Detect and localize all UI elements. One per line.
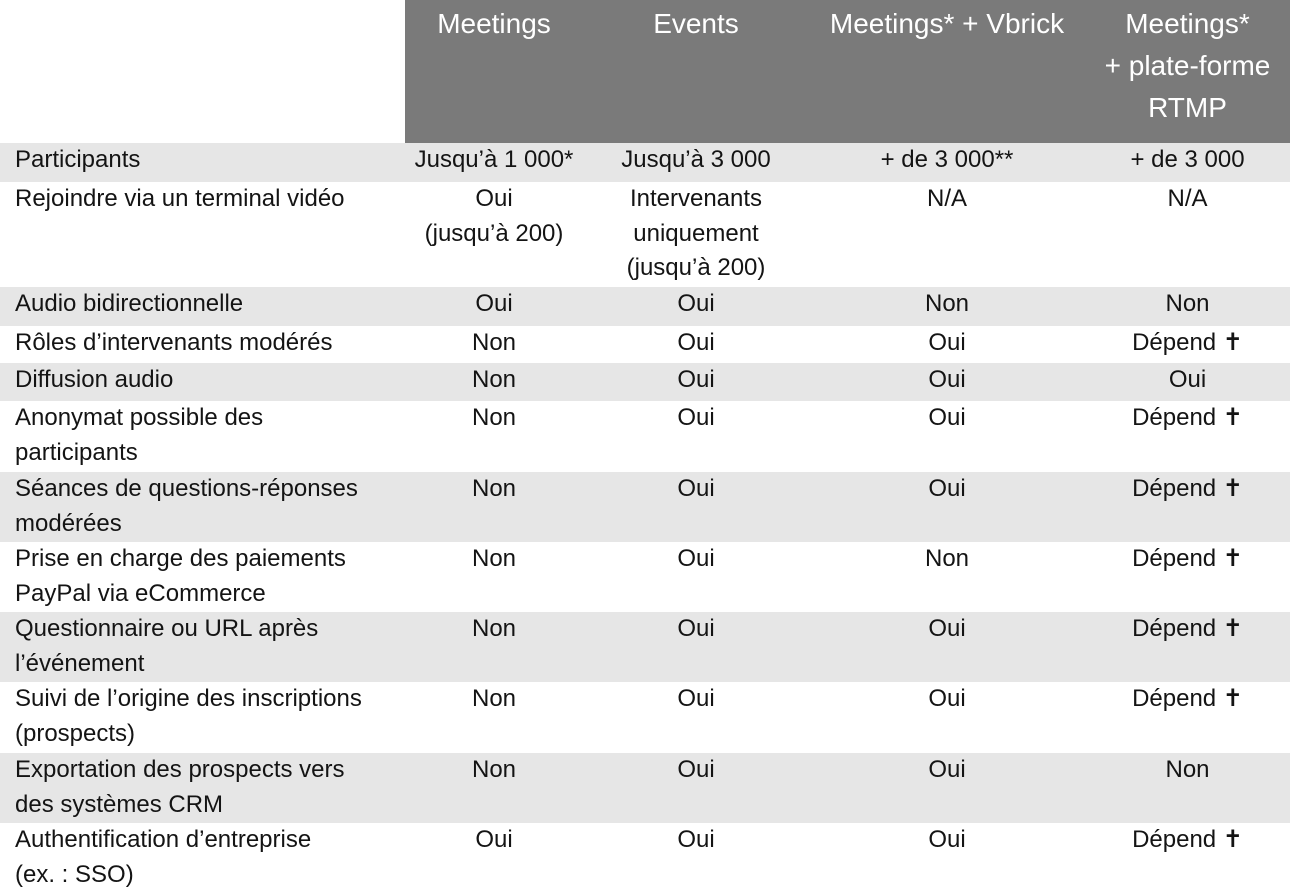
table-row-enterprise-auth [0,823,1290,896]
column-header-meetings: Meetings [437,8,551,39]
cell-meetings: Oui (jusqu’à 200) [424,185,564,247]
cell-meetings: Non [471,545,517,572]
cell-meetings-vbrick: Non [924,545,970,572]
cell-meetings-vbrick: + de 3 000** [880,146,1014,173]
cell-meetings-vbrick: Non [924,290,970,317]
row-label: Suivi de l’origine des inscriptions (prospects) [15,685,362,747]
row-label: Anonymat possible des participants [15,404,264,466]
cell-meetings-vbrick: Oui [928,475,966,502]
column-header-meetings-vbrick: Meetings* + Vbrick [829,8,1065,39]
cell-events: Oui [677,404,715,431]
row-label: Rejoindre via un terminal vidéo [15,185,345,212]
cell-meetings: Non [471,615,517,642]
cell-meetings: Jusqu’à 1 000* [414,146,574,173]
row-label: Questionnaire ou URL après l’événement [15,615,319,677]
table-row-anonymity [0,401,1290,472]
column-header-events: Events [653,8,739,39]
table-row-crm-export [0,753,1290,823]
cell-meetings: Oui [475,826,513,853]
cell-events: Oui [677,366,715,393]
cell-meetings-rtmp: Dépend ✝ [1132,545,1243,572]
table-row-audio-broadcast [0,363,1290,401]
cell-events: Oui [677,475,715,502]
cell-events: Intervenants uniquement (jusqu’à 200) [626,185,766,281]
cell-meetings-vbrick: Oui [928,756,966,783]
cell-events: Oui [677,685,715,712]
cell-events: Oui [677,329,715,356]
table-row-moderated-roles [0,326,1290,363]
cell-meetings: Non [471,404,517,431]
column-header-meetings-rtmp: Meetings* + plate-forme RTMP [1104,8,1271,123]
cell-events: Oui [677,826,715,853]
cell-events: Oui [677,545,715,572]
row-label: Participants [15,146,141,173]
cell-events: Oui [677,290,715,317]
table-row-participants [0,143,1290,182]
cell-events: Oui [677,615,715,642]
row-label: Rôles d’intervenants modérés [15,329,333,356]
cell-events: Jusqu’à 3 000 [621,146,771,173]
cell-meetings: Non [471,329,517,356]
table-row-paypal [0,542,1290,612]
cell-meetings-rtmp: Oui [1168,366,1207,393]
table-row-post-event-survey [0,612,1290,682]
cell-meetings-rtmp: + de 3 000 [1130,146,1245,173]
table-row-moderated-qa [0,472,1290,542]
cell-meetings-rtmp: Non [1165,290,1210,317]
cell-meetings-vbrick: Oui [928,685,966,712]
cell-events: Oui [677,756,715,783]
cell-meetings-vbrick: Oui [928,366,966,393]
cell-meetings: Non [471,756,517,783]
row-label: Diffusion audio [15,366,174,393]
cell-meetings-rtmp: Dépend ✝ [1132,615,1243,642]
row-label: Exportation des prospects vers des systèmes CRM [15,756,345,818]
row-label: Authentification d’entreprise (ex. : SSO) [15,826,312,888]
row-label: Audio bidirectionnelle [15,290,244,317]
table-row-video-terminal [0,182,1290,287]
cell-meetings-vbrick: Oui [928,329,966,356]
cell-meetings-rtmp: Dépend ✝ [1132,685,1243,712]
cell-meetings: Oui [475,290,513,317]
table-row-registration-tracking [0,682,1290,753]
cell-meetings-rtmp: Dépend ✝ [1132,826,1243,853]
cell-meetings-rtmp: N/A [1167,185,1208,212]
cell-meetings-rtmp: Dépend ✝ [1132,329,1243,356]
cell-meetings: Non [471,685,517,712]
row-label: Prise en charge des paiements PayPal via eCommerce [15,545,346,607]
cell-meetings: Non [471,475,517,502]
cell-meetings-rtmp: Dépend ✝ [1132,404,1243,431]
cell-meetings-rtmp: Dépend ✝ [1132,475,1243,502]
cell-meetings-rtmp: Non [1165,756,1210,783]
cell-meetings-vbrick: Oui [928,826,966,853]
cell-meetings-vbrick: Oui [928,615,966,642]
cell-meetings-vbrick: N/A [926,185,967,212]
table-row-two-way-audio [0,287,1290,326]
cell-meetings: Non [471,366,517,393]
row-label: Séances de questions-réponses modérées [15,475,358,537]
cell-meetings-vbrick: Oui [928,404,966,431]
